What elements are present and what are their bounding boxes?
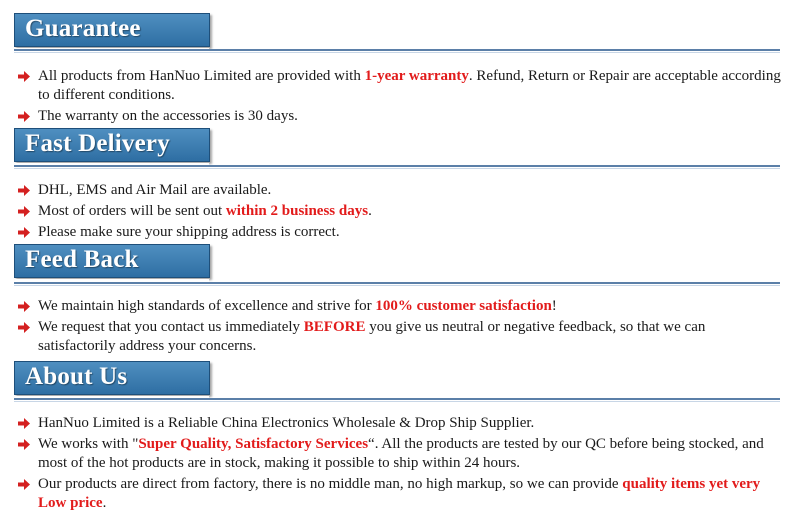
section-title: Feed Back [25, 246, 139, 273]
arrow-right-icon [18, 185, 30, 196]
section-header-feed-back [14, 244, 210, 278]
delivery-list [16, 181, 786, 244]
arrow-right-icon [18, 111, 30, 122]
arrow-right-icon [18, 301, 30, 312]
section-title: Fast Delivery [25, 130, 170, 157]
section-title: About Us [25, 363, 128, 390]
list-item: We maintain high standards of excellence and strive for 100% customer satisfaction! [16, 297, 786, 316]
section-title: Guarantee [25, 15, 141, 42]
list-item: HanNuo Limited is a Reliable China Electronics Wholesale & Drop Ship Supplier. [16, 414, 786, 433]
list-item: DHL, EMS and Air Mail are available. [16, 181, 786, 200]
arrow-right-icon [18, 322, 30, 333]
arrow-right-icon [18, 206, 30, 217]
arrow-right-icon [18, 227, 30, 238]
section-header-about-us [14, 361, 210, 395]
about-list [16, 414, 786, 515]
arrow-right-icon [18, 71, 30, 82]
list-item: The warranty on the accessories is 30 days. [16, 107, 786, 126]
list-item: All products from HanNuo Limited are provided with 1-year warranty. Refund, Return or Repair are acceptable according to different conditions. [16, 67, 786, 105]
list-item: Most of orders will be sent out within 2 business days. [16, 202, 786, 221]
arrow-right-icon [18, 439, 30, 450]
section-header-guarantee [14, 13, 210, 47]
list-item: Our products are direct from factory, there is no middle man, no high markup, so we can provide quality items yet very Low price. [16, 475, 786, 513]
arrow-right-icon [18, 479, 30, 490]
list-item: We request that you contact us immediately BEFORE you give us neutral or negative feedback, so that we can satisfactorily address your concerns. [16, 318, 786, 356]
feedback-list [16, 297, 786, 358]
section-header-fast-delivery [14, 128, 210, 162]
list-item: We works with "Super Quality, Satisfactory Services“. All the products are tested by our QC before being stocked, and most of the hot products are in stock, making it possible to ship within 24 hours. [16, 435, 786, 473]
guarantee-list [16, 67, 786, 128]
list-item: Please make sure your shipping address is correct. [16, 223, 786, 242]
arrow-right-icon [18, 418, 30, 429]
